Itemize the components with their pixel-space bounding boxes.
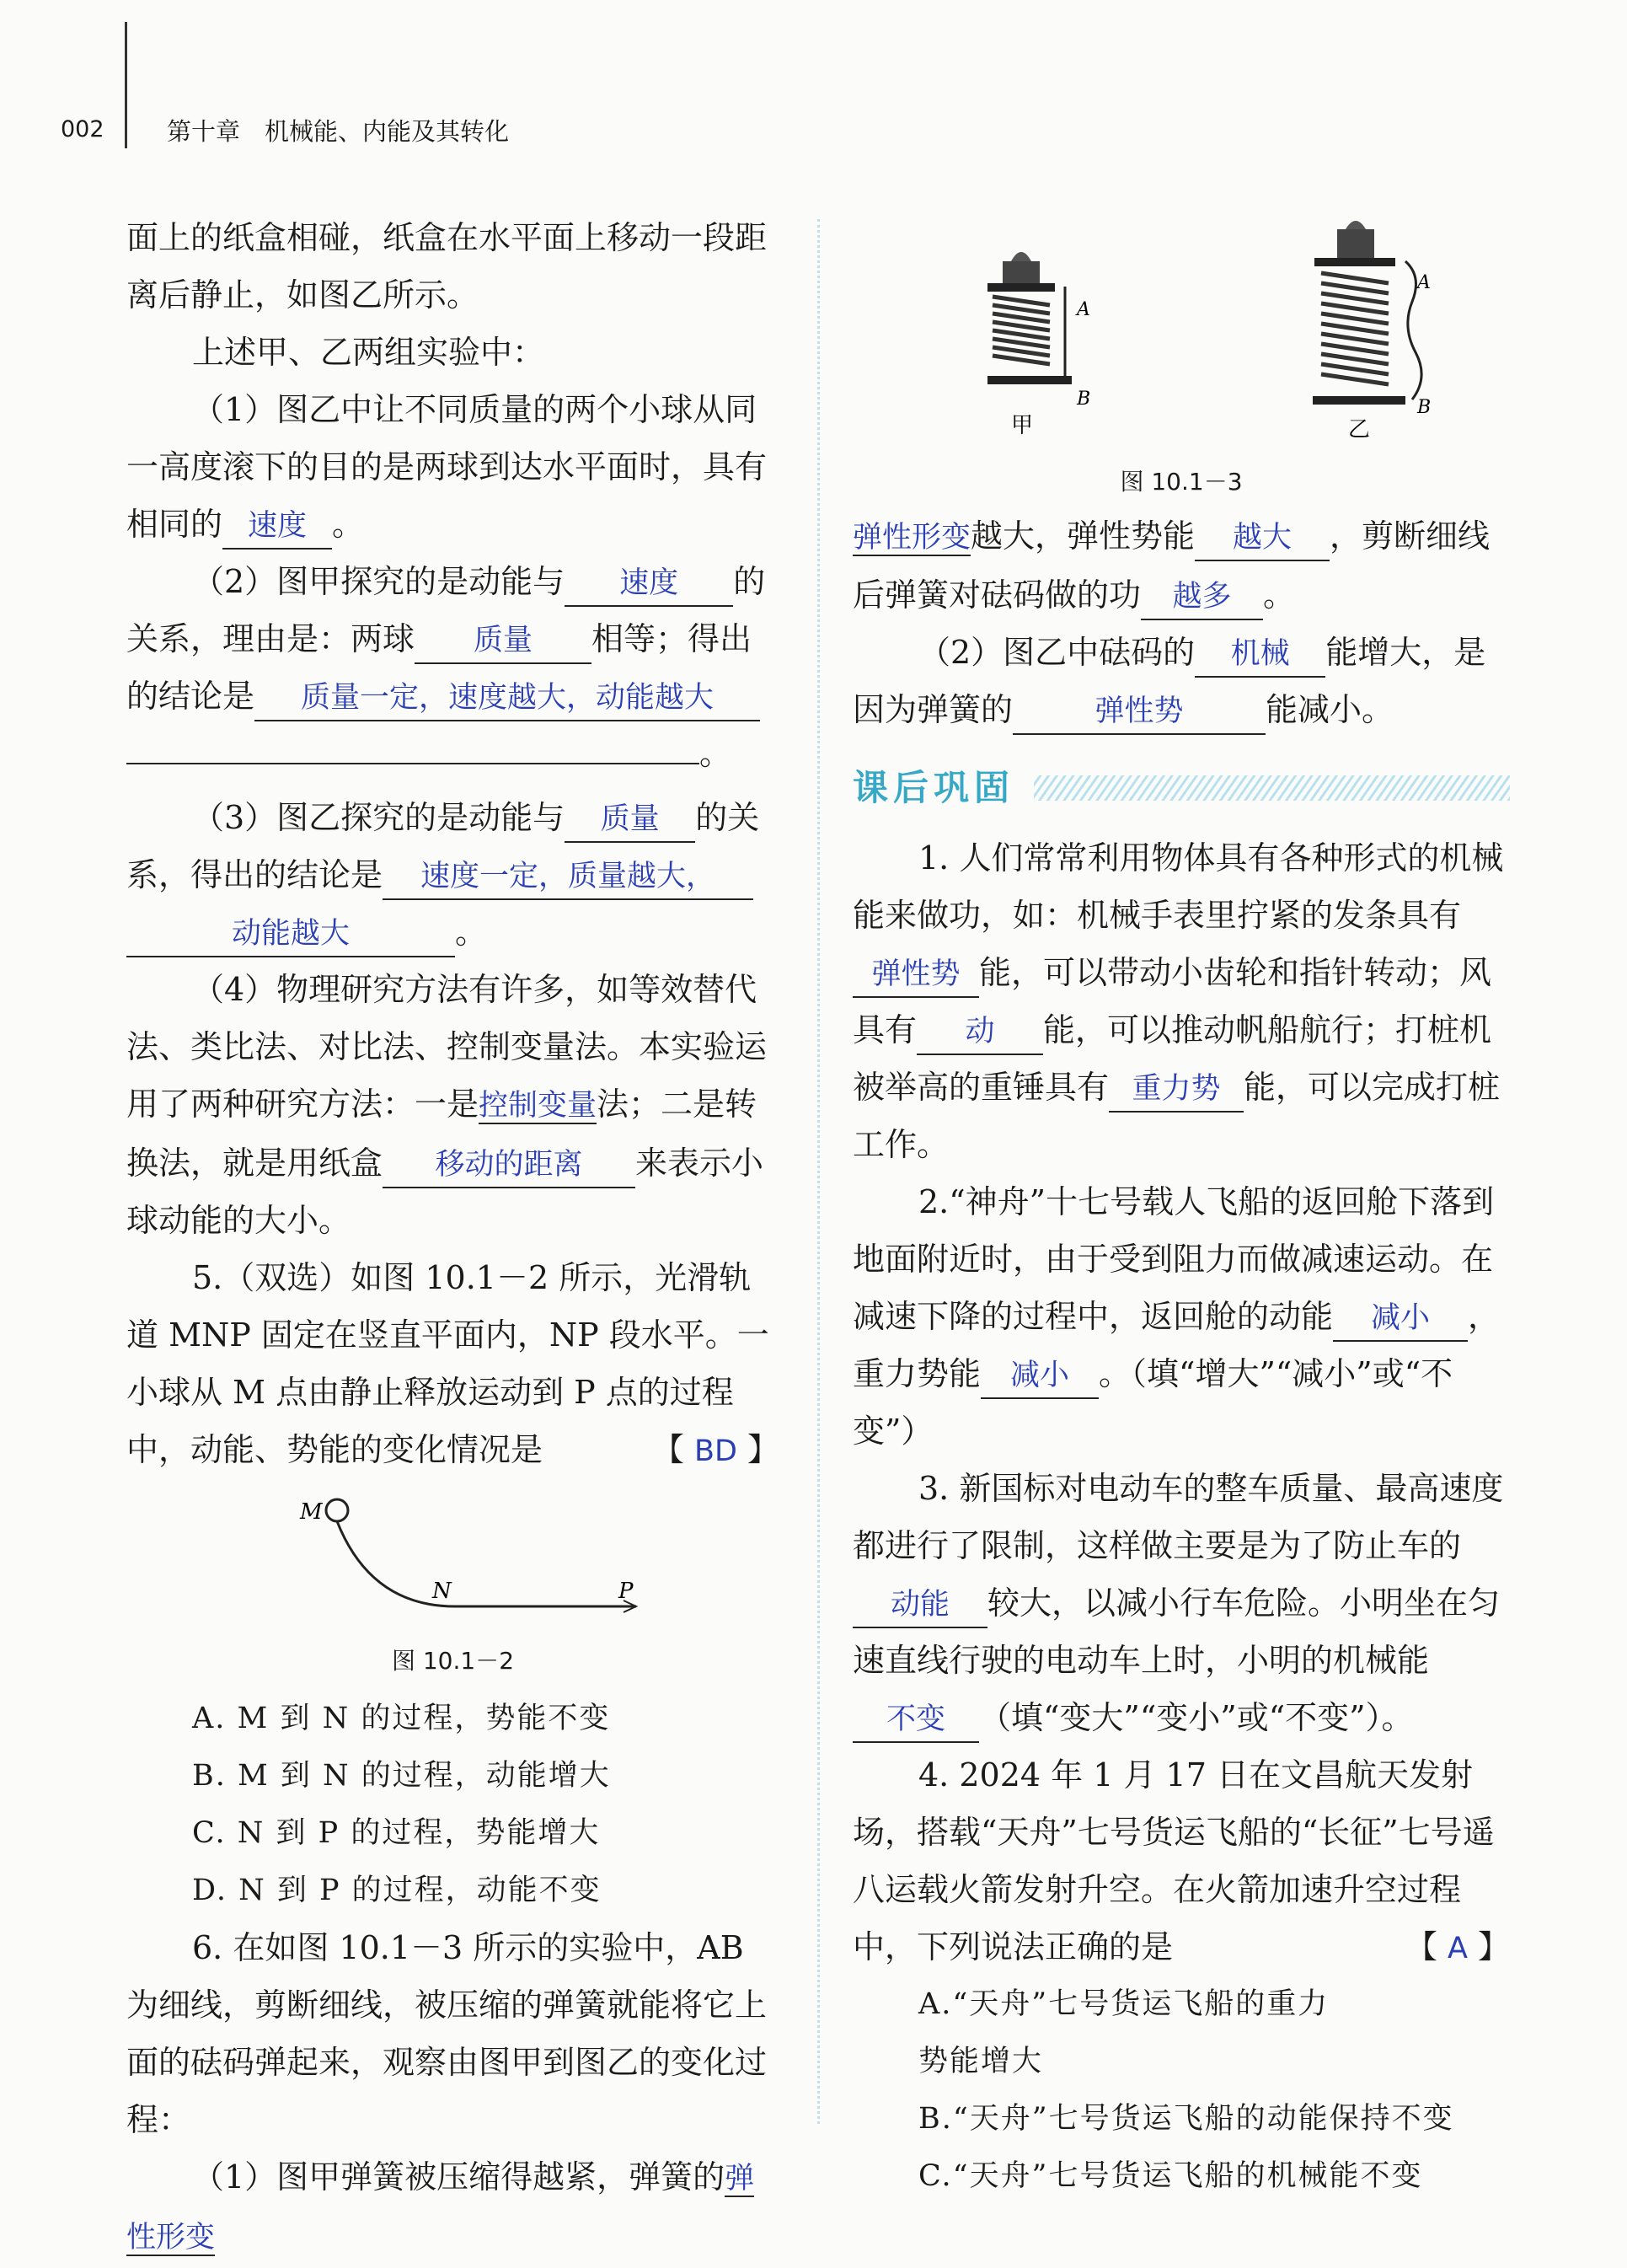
spring-yi xyxy=(1313,221,1431,442)
homework-2: 2.“神舟”十七号载人飞船的返回舱下落到地面附近时，由于受到阻力而做减速运动。在减速下降的过程中，返回舱的动能 减小 ，重力势能 减小 。（填“增大”“减小”或“不变”） xyxy=(853,1183,1501,1450)
page-number: 002 xyxy=(61,116,104,142)
homework-4: 4. 2024 年 1 月 17 日在文昌航天发射场，搭载“天舟”七号货运飞船的“长征”七号遥八运载火箭发射升空。在火箭加速升空过程中，下列说法正确的是 【 A 】 xyxy=(853,1746,1510,1976)
question-6-1-continued: 弹性形变越大，弹性势能 越大 ，剪断细线后弹簧对砝码做的功 越多 。 xyxy=(853,507,1510,624)
answer-blank: 越大 xyxy=(1195,516,1330,561)
homework-4-options xyxy=(853,1976,1510,2205)
answer-blank: 速度一定，质量越大， xyxy=(383,855,753,900)
left-p2: 上述甲、乙两组实验中： xyxy=(192,334,545,371)
left-p1: 面上的纸盒相碰，纸盒在水平面上移动一段距离后静止，如图乙所示。 xyxy=(126,219,768,314)
answer-blank: 越多 xyxy=(1141,575,1263,620)
track-diagram xyxy=(126,1488,779,1636)
question-5-options xyxy=(126,1690,779,1919)
answer-underline: 弹性形变 xyxy=(126,2162,755,2255)
left-column xyxy=(126,209,779,2266)
column-divider xyxy=(817,219,820,2124)
label-p: P xyxy=(618,1579,634,1604)
figure-10-1-2 xyxy=(126,1488,779,1636)
track-mnp xyxy=(337,1521,636,1606)
question-4-4: （4）物理研究方法有许多，如等效替代法、类比法、对比法、控制变量法。本实验运用了两种研究方法：一是控制变量法；二是转换法，就是用纸盒 移动的距离 来表示小球动能的大小。 xyxy=(126,971,768,1239)
section-heading xyxy=(853,759,1510,818)
option-c: C. N 到 P 的过程，势能增大 xyxy=(192,1816,601,1850)
answer-blank: 移动的距离 xyxy=(383,1143,635,1188)
answer-blank: 动能越大 xyxy=(126,912,455,957)
question-4-1: （1）图乙中让不同质量的两个小球从同一高度滚下的目的是两球到达水平面时，具有相同的 速度 。 xyxy=(126,381,779,553)
question-6: 6. 在如图 10.1－3 所示的实验中，AB 为细线，剪断细线，被压缩的弹簧就能将它上面的砝码弹起来，观察由图甲到图乙的变化过程： xyxy=(126,1929,768,2138)
svg-text:A: A xyxy=(1417,272,1431,293)
right-column xyxy=(853,209,1510,2205)
answer-blank: 重力势 xyxy=(1109,1067,1244,1113)
homework-3: 3. 新国标对电动车的整车质量、最高速度都进行了限制，这样做主要是为了防止车的动能 较大，以减小行车危险。小明坐在匀速直线行驶的电动车上时，小明的机械能不变 （填“变大”“变小”或“不变”）。 xyxy=(853,1460,1510,1746)
svg-text:甲: 甲 xyxy=(1011,413,1034,438)
answer-blank: 速度 xyxy=(565,561,733,607)
homework-1: 1. 人们常常利用物体具有各种形式的机械能来做功，如：机械手表里拧紧的发条具有弹性势 能，可以带动小齿轮和指针转动；风具有 动 能，可以推动帆船航行；打桩机被举高的重锤具有 重力势 能，可以完成打桩工作。 xyxy=(853,839,1504,1163)
option-a: A.“天舟”七号货运飞船的重力势能增大 xyxy=(918,1987,1330,2078)
answer-blank: 动 xyxy=(917,1010,1043,1055)
answer-bracket: 【 A 】 xyxy=(1405,1928,1510,1965)
answer-blank-continuation xyxy=(126,763,699,764)
ball xyxy=(326,1499,348,1521)
answer-blank: 弹性势 xyxy=(1013,689,1266,735)
answer-blank: 弹性势 xyxy=(853,952,979,998)
section-title: 课后巩固 xyxy=(853,767,1015,808)
svg-text:A: A xyxy=(1077,299,1090,320)
question-6-1: （1）图甲弹簧被压缩得越紧，弹簧的弹性形变 xyxy=(126,2158,755,2255)
answer-blank: 动能 xyxy=(853,1583,987,1628)
option-c: C.“天舟”七号货运飞船的机械能不变 xyxy=(918,2159,1423,2193)
option-a: A. M 到 N 的过程，势能不变 xyxy=(192,1702,611,1735)
answer-blank: 不变 xyxy=(853,1697,979,1743)
answer-blank: 机械 xyxy=(1195,632,1325,678)
label-n: N xyxy=(432,1579,452,1604)
answer-blank: 质量 xyxy=(415,619,591,664)
answer-underline: 控制变量 xyxy=(479,1089,597,1123)
answer-blank: 减小 xyxy=(981,1354,1099,1399)
page-header xyxy=(0,0,1627,146)
spring-jia xyxy=(987,252,1090,438)
answer-blank: 减小 xyxy=(1333,1296,1468,1342)
option-b: B. M 到 N 的过程，动能增大 xyxy=(192,1759,611,1793)
answer-underline: 弹性形变 xyxy=(853,521,971,555)
figure-caption: 图 10.1－2 xyxy=(391,1647,515,1675)
chapter-title: 第十章 机械能、内能及其转化 xyxy=(167,117,510,146)
option-d: D. N 到 P 的过程，动能不变 xyxy=(192,1874,602,1907)
answer-blank: 质量一定，速度越大，动能越大 xyxy=(254,676,760,721)
answer-blank: 速度 xyxy=(222,504,332,550)
label-m: M xyxy=(300,1499,323,1525)
section-stripe-decoration xyxy=(1034,775,1510,801)
question-6-2: （2）图乙中砝码的 机械 能增大，是因为弹簧的 弹性势 能减小。 xyxy=(853,624,1510,738)
question-4-3: （3）图乙探究的是动能与 质量 的关系，得出的结论是 速度一定，质量越大，动能越大 。 xyxy=(126,789,779,961)
answer-bracket: 【 BD 】 xyxy=(651,1431,779,1468)
svg-text:乙: 乙 xyxy=(1348,417,1371,442)
option-b: B.“天舟”七号货运飞船的动能保持不变 xyxy=(918,2102,1454,2136)
spring-diagram xyxy=(853,209,1510,453)
question-4-2: （2）图甲探究的是动能与 速度 的关系，理由是：两球 质量 相等；得出的结论是 质量一定，速度越大，动能越大。 xyxy=(126,563,766,772)
question-5: 5.（双选）如图 10.1－2 所示，光滑轨道 MNP 固定在竖直平面内，NP 段水平。一小球从 M 点由静止释放运动到 P 点的过程中，动能、势能的变化情况是 【 BD 】 xyxy=(126,1249,779,1478)
figure-10-1-3 xyxy=(853,209,1510,453)
figure-caption: 图 10.1－3 xyxy=(1120,468,1243,496)
answer-blank: 质量 xyxy=(565,797,695,843)
svg-text:B: B xyxy=(1417,397,1432,418)
svg-text:B: B xyxy=(1077,389,1091,410)
header-rule xyxy=(125,22,127,148)
